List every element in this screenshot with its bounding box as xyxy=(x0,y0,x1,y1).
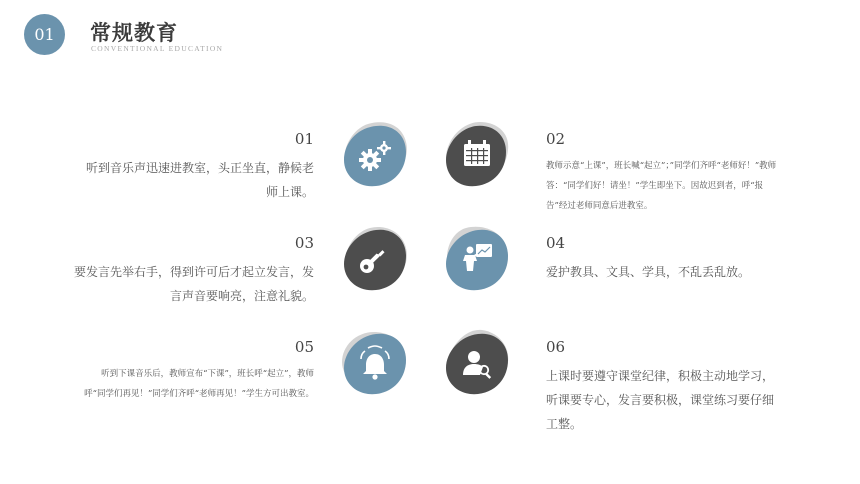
item-number: 02 xyxy=(546,130,566,148)
item-number: 04 xyxy=(546,234,566,252)
user-search-icon-blob xyxy=(442,328,514,398)
calendar-icon xyxy=(442,120,514,190)
teacher-board-icon-blob xyxy=(442,224,514,294)
calendar-icon-blob xyxy=(442,120,514,190)
item-04 xyxy=(546,234,782,284)
item-text: 听到音乐声迅速进教室，头正坐直，静候老师上课。 xyxy=(85,161,314,199)
item-number: 05 xyxy=(294,338,314,356)
item-text: 教师示意“上课”，班长喊“起立”；”同学们齐呼“老师好！”教师答：“同学们好！请坐！”学生即坐下。因故迟到者，呼“报告”经过老师同意后进教室。 xyxy=(546,161,777,211)
bell-icon-blob xyxy=(340,328,412,398)
item-text: 爱护教具、文具、学具，不乱丢乱放。 xyxy=(546,265,751,279)
item-03 xyxy=(70,234,314,308)
item-text: 要发言先举右手，得到许可后才起立发言，发言声音要响亮，注意礼貌。 xyxy=(73,265,314,303)
item-06 xyxy=(546,338,784,436)
key-icon xyxy=(340,224,412,294)
page-title: 常规教育 xyxy=(90,21,178,45)
gears-icon xyxy=(340,120,412,190)
teacher-board-icon xyxy=(442,224,514,294)
item-number: 01 xyxy=(294,130,314,148)
item-01 xyxy=(78,130,314,204)
item-number: 06 xyxy=(546,338,566,356)
item-02 xyxy=(546,130,782,216)
item-text: 听到下课音乐后，教师宣布“下课”，班长呼“起立”，教师呼“同学们再见！”同学们齐呼“老师再见！”学生方可出教室。 xyxy=(84,369,314,399)
gears-icon-blob xyxy=(340,120,412,190)
bell-icon xyxy=(340,328,412,398)
item-05 xyxy=(84,338,314,404)
item-number: 03 xyxy=(294,234,314,252)
user-search-icon xyxy=(442,328,514,398)
page-subtitle: CONVENTIONAL EDUCATION xyxy=(91,44,224,53)
item-text: 上课时要遵守课堂纪律，积极主动地学习，听课要专心，发言要积极，课堂练习要仔细工整。 xyxy=(546,369,775,431)
section-number-badge: 01 xyxy=(24,14,65,55)
key-icon-blob xyxy=(340,224,412,294)
